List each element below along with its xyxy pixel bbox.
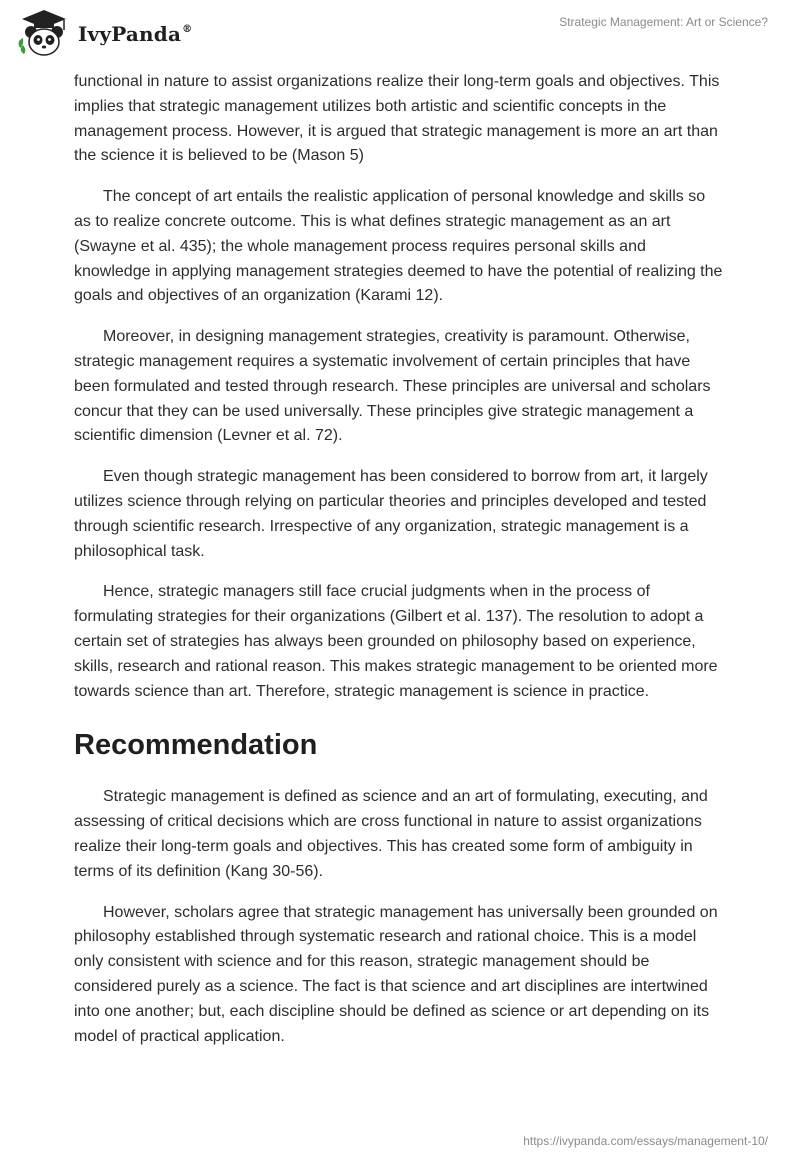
panda-graduate-icon <box>14 8 74 60</box>
paragraph: The concept of art entails the realistic application of personal knowledge and skills so as to realize concrete outcome. This is what defines strategic management as an art (Swayne et al. 435); the whole management process requires personal skills and knowledge in applying management strategies deemed to have the potential of realizing the goals and objectives of an organization (Karami 12). <box>74 188 723 305</box>
paragraph: Moreover, in designing management strategies, creativity is paramount. Otherwise, strategic management requires a systematic involvement of certain principles that have been formulated and tested through research. These principles are universal and scholars concur that they can be used universally. These principles give strategic management a scientific dimension (Levner et al. 72). <box>74 328 711 445</box>
paragraph: However, scholars agree that strategic management has universally been grounded on philosophy established through systematic research and rational choice. This is a model only consistent with science and for this reason, strategic management should be considered purely as a science. The fact is that science and art disciplines are intertwined into one another; but, each discipline should be defined as science or art depending on its model of practical application. <box>74 903 718 1045</box>
page-header <box>0 0 800 64</box>
paragraph: Strategic management is defined as science and an art of formulating, executing, and assessing of critical decisions which are cross functional in nature to assist organizations realize their long-term goals and objectives. This has created some form of ambiguity in terms of its definition (Kang 30-56). <box>74 788 708 880</box>
paragraph: Hence, strategic managers still face crucial judgments when in the process of formulating strategies for their organizations (Gilbert et al. 137). The resolution to adopt a certain set of strategies has always been grounded on philosophy based on experience, skills, research and rational reason. This makes strategic management to be oriented more towards science than art. Therefore, strategic management is science in practice. <box>74 583 718 700</box>
document-title: Strategic Management: Art or Science? <box>559 15 768 29</box>
logo-wordmark: IvyPanda® <box>78 22 193 46</box>
essay-content <box>74 70 726 1065</box>
source-url[interactable]: https://ivypanda.com/essays/management-10/ <box>523 1134 768 1148</box>
paragraph: Even though strategic management has been considered to borrow from art, it largely utilizes science through relying on particular theories and principles developed and tested through scientific research. Irrespective of any organization, strategic management is a philosophical task. <box>74 468 708 560</box>
section-heading-recommendation: Recommendation <box>74 729 318 762</box>
ivypanda-logo[interactable] <box>14 8 192 60</box>
paragraph: functional in nature to assist organizations realize their long-term goals and objectives. This implies that strategic management utilizes both artistic and scientific concepts in the management process. However, it is argued that strategic management is more an art than the science it is believed to be (Mason 5) <box>74 73 720 165</box>
